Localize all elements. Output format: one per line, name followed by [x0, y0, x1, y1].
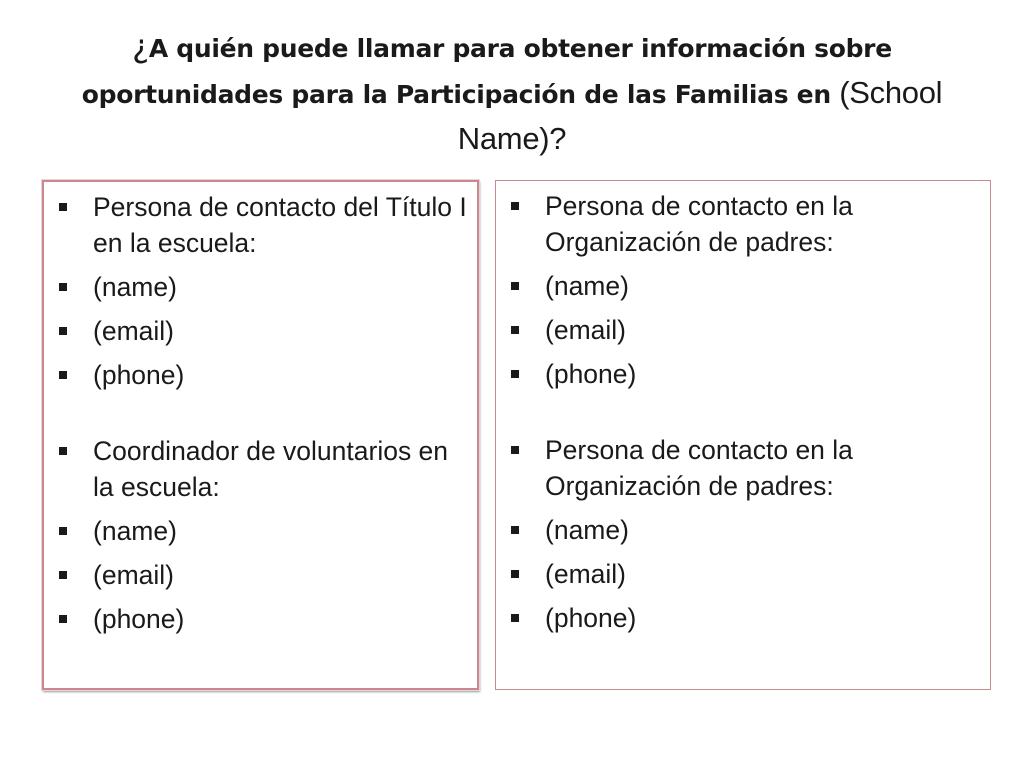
list-item-text: (phone): [545, 603, 637, 633]
title-inverted-question: ¿: [132, 27, 149, 65]
list-item-text: (name): [93, 272, 177, 302]
list-item-text: (phone): [93, 604, 185, 634]
right-contact-list: [510, 188, 984, 644]
title-main-text: A quién puede llamar para obtener información sobre oportunidades para la Participación de las Familias en: [81, 34, 892, 109]
list-item-text: Persona de contacto en la Organización de padres:: [545, 191, 853, 257]
list-item: [510, 312, 984, 348]
square-bullet-icon: [59, 615, 67, 623]
square-bullet-icon: [59, 527, 67, 535]
square-bullet-icon: [511, 446, 519, 454]
slide-title: [40, 24, 984, 163]
left-contact-box: [42, 180, 479, 690]
list-item: [58, 433, 471, 505]
list-item-text: (email): [545, 559, 626, 589]
list-item: [58, 189, 471, 261]
left-contact-list: [58, 189, 471, 645]
list-item-text: (phone): [545, 359, 637, 389]
list-item: [510, 268, 984, 304]
list-item: [510, 188, 984, 260]
square-bullet-icon: [59, 371, 67, 379]
square-bullet-icon: [511, 202, 519, 210]
square-bullet-icon: [59, 571, 67, 579]
list-item: [510, 600, 984, 636]
list-item: [58, 601, 471, 637]
square-bullet-icon: [511, 326, 519, 334]
square-bullet-icon: [511, 526, 519, 534]
square-bullet-icon: [511, 282, 519, 290]
list-item-text: (phone): [93, 360, 185, 390]
list-item-text: Persona de contacto del Título I en la escuela:: [93, 192, 467, 258]
list-item: [58, 313, 471, 349]
list-item: [510, 512, 984, 548]
square-bullet-icon: [511, 570, 519, 578]
square-bullet-icon: [59, 447, 67, 455]
list-item: [58, 269, 471, 305]
square-bullet-icon: [511, 370, 519, 378]
list-item-text: Persona de contacto en la Organización de padres:: [545, 435, 853, 501]
list-item: [58, 357, 471, 393]
list-item: [510, 556, 984, 592]
list-item-text: (name): [545, 271, 629, 301]
list-item: [58, 557, 471, 593]
list-item: [510, 432, 984, 504]
list-item-text: (email): [93, 560, 174, 590]
list-item: [510, 356, 984, 392]
list-item-text: (name): [545, 515, 629, 545]
square-bullet-icon: [511, 614, 519, 622]
title-closing-question: ?: [549, 121, 567, 156]
square-bullet-icon: [59, 283, 67, 291]
list-item-text: (email): [545, 315, 626, 345]
list-item-text: (name): [93, 516, 177, 546]
list-item-text: (email): [93, 316, 174, 346]
square-bullet-icon: [59, 203, 67, 211]
list-item-text: Coordinador de voluntarios en la escuela:: [93, 436, 449, 502]
list-item: [58, 513, 471, 549]
title-school-name: (School Name): [457, 75, 943, 156]
right-contact-box: [495, 180, 991, 690]
square-bullet-icon: [59, 327, 67, 335]
